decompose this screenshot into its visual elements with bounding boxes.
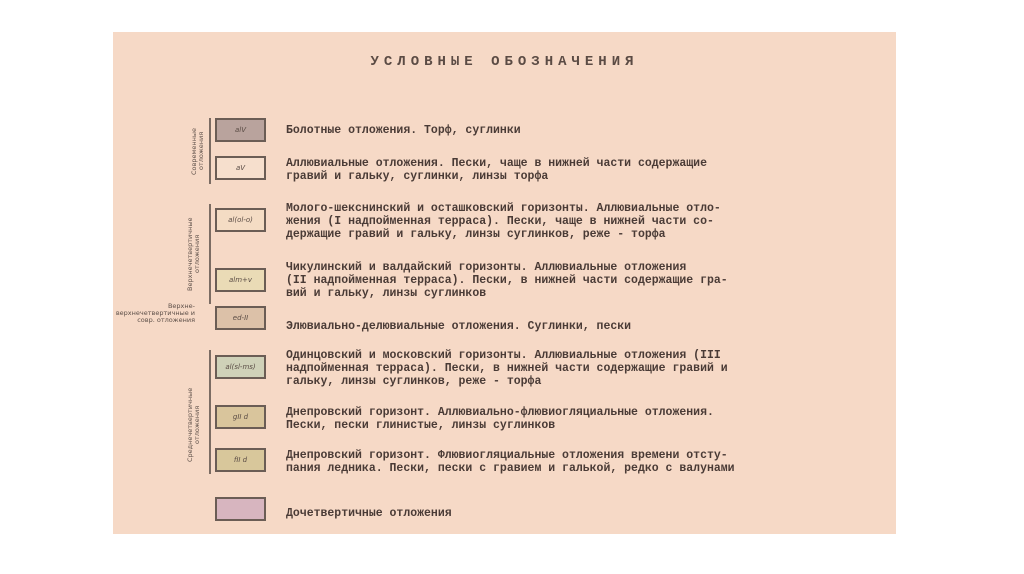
group-label-modern: Современные отложения xyxy=(190,127,205,175)
legend-swatch-1: alV xyxy=(215,118,266,142)
legend-swatch-9 xyxy=(215,497,266,521)
legend-text-3: Молого-шекснинский и осташковский горизонты. Аллювиальные отло- жения (I надпойменная терраса). Пески, чаще в нижней части со- держащие гравий и гальку, линзы суглинков, реже - торфа xyxy=(286,202,721,241)
legend-swatch-2: aV xyxy=(215,156,266,180)
group-label-upper: Верхнечетвертичные отложения xyxy=(186,217,201,291)
group-label-middle: Среднечетвертичные отложения xyxy=(186,387,201,463)
group-brace-upper xyxy=(209,204,211,304)
legend-text-1: Болотные отложения. Торф, суглинки xyxy=(286,124,521,137)
legend-text-8: Днепровский горизонт. Флювиогляциальные отложения времени отсту- пания ледника. Пески, пески с гравием и галькой, редко с валунами xyxy=(286,449,735,475)
legend-text-6: Одинцовский и московский горизонты. Аллювиальные отложения (III надпойменная терраса). Пески, в нижней части содержащие гравий и гальку, линзы суглинков, реже - торфа xyxy=(286,349,728,388)
page-title: УСЛОВНЫЕ ОБОЗНАЧЕНИЯ xyxy=(370,54,639,70)
legend-swatch-6: al(sl-ms) xyxy=(215,355,266,379)
legend-swatch-4: alm+v xyxy=(215,268,266,292)
legend-swatch-8: fII d xyxy=(215,448,266,472)
legend-document xyxy=(113,32,896,534)
legend-swatch-5: ed-II xyxy=(215,306,266,330)
legend-text-7: Днепровский горизонт. Аллювиально-флювиогляциальные отложения. Пески, пески глинистые, линзы суглинков xyxy=(286,406,714,432)
legend-text-4: Чикулинский и валдайский горизонты. Аллювиальные отложения (II надпойменная терраса). Пески, в нижней части содержащие гра- вий и гальку, линзы суглинков xyxy=(286,261,728,300)
legend-swatch-3: al(ol-o) xyxy=(215,208,266,232)
group-brace-middle xyxy=(209,350,211,474)
legend-text-9: Дочетвертичные отложения xyxy=(286,507,452,520)
group-brace-modern xyxy=(209,118,211,184)
legend-swatch-7: gII d xyxy=(215,405,266,429)
group-label-upper-modern: Верхне-верхнечетвертичные и совр. отложения xyxy=(115,302,195,324)
legend-text-2: Аллювиальные отложения. Пески, чаще в нижней части содержащие гравий и гальку, суглинки, линзы торфа xyxy=(286,157,707,183)
legend-text-5: Элювиально-делювиальные отложения. Суглинки, пески xyxy=(286,320,632,333)
